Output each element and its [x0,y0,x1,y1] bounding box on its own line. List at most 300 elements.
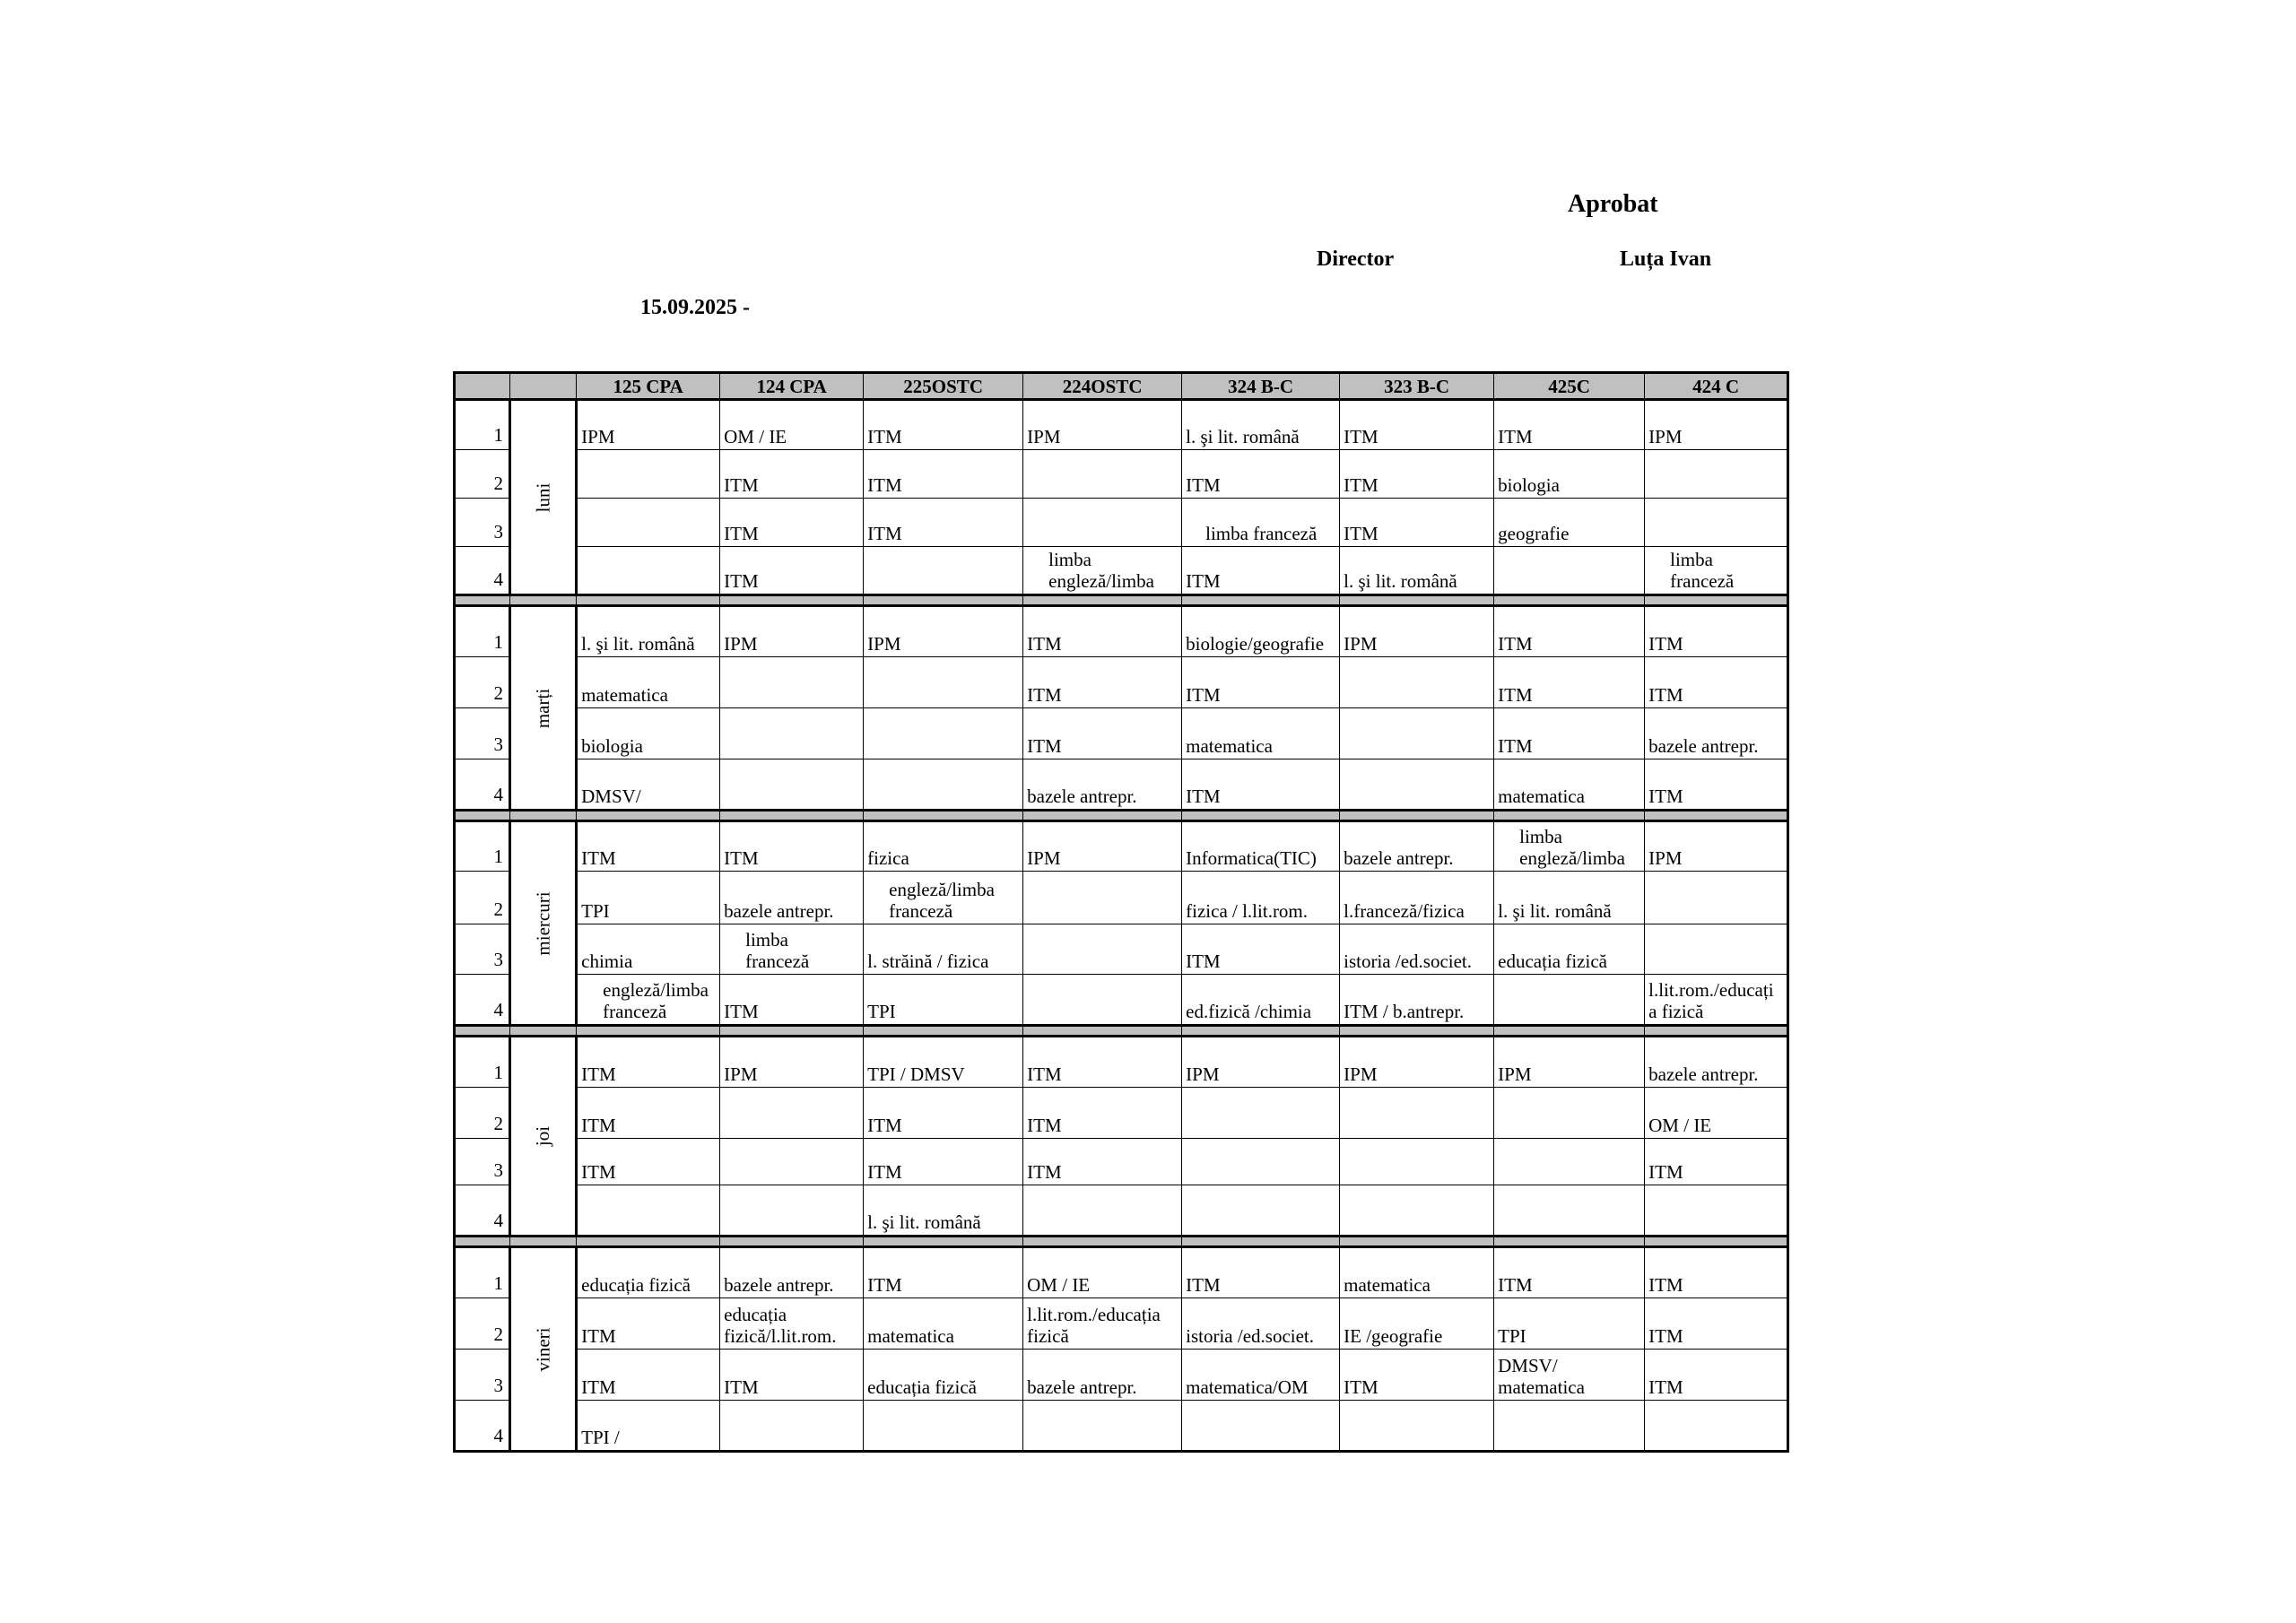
subject-text: ITM [1498,633,1533,655]
subject-text: matematica/OM [1186,1376,1309,1398]
schedule-cell [720,1139,864,1185]
schedule-cell [1645,1401,1788,1452]
schedule-cell [1023,1298,1182,1350]
subject-text: biologie/geografie [1186,633,1325,655]
schedule-cell [1182,657,1340,708]
schedule-cell [1182,975,1340,1026]
subject-text: istoria /ed.societ. [1186,1325,1315,1347]
director-name: Luța Ivan [1620,247,1712,271]
schedule-cell [577,1088,720,1139]
separator-cell [1494,1237,1645,1247]
day-separator [455,811,1788,821]
schedule-cell [1182,400,1340,450]
schedule-cell [1023,1401,1182,1452]
schedule-cell [864,1247,1023,1298]
lesson-number: 3 [455,924,510,975]
column-header: 224OSTC [1023,373,1182,400]
subject-text: OM / IE [724,426,787,447]
schedule-cell [577,975,720,1026]
subject-text: ITM [724,1376,759,1398]
subject-text: engleză/limba franceză [603,979,709,1022]
separator-cell [864,1237,1023,1247]
separator-cell [864,811,1023,821]
schedule-cell [864,499,1023,547]
day-label: marți [532,688,554,728]
day-separator [455,1026,1788,1037]
schedule-cell [1494,1350,1645,1401]
schedule-cell [1023,400,1182,450]
schedule-cell [720,1401,864,1452]
schedule-cell [720,606,864,657]
schedule-cell [1645,1185,1788,1237]
schedule-cell [1645,872,1788,924]
schedule-cell [1182,499,1340,547]
subject-text: IE /geografie [1344,1325,1443,1347]
subject-text: chimia [581,950,633,972]
schedule-cell [577,1185,720,1237]
schedule-cell [1182,759,1340,811]
subject-text: ITM [581,847,616,869]
subject-text: bazele antrepr. [1344,847,1454,869]
separator-cell [455,811,510,821]
schedule-cell [1340,400,1494,450]
separator-cell [510,1026,577,1037]
subject-text: l. străină / fizica [867,950,989,972]
schedule-cell [1182,872,1340,924]
separator-cell [864,1026,1023,1037]
subject-text: educația fizică [1498,950,1607,972]
schedule-cell [1023,924,1182,975]
schedule-cell [720,1037,864,1088]
day-label: luni [532,482,554,512]
schedule-cell [1340,606,1494,657]
schedule-cell [864,708,1023,759]
separator-cell [720,811,864,821]
subject-text: matematica [1344,1274,1431,1296]
schedule-table [453,371,1789,1453]
subject-text: ITM [1648,1161,1683,1183]
separator-cell [1340,811,1494,821]
schedule-row [455,1185,1788,1237]
subject-text: istoria /ed.societ. [1344,950,1473,972]
subject-text: ITM [581,1161,616,1183]
director-label: Director [1317,247,1395,271]
lesson-number: 3 [455,1139,510,1185]
schedule-cell [1645,708,1788,759]
schedule-cell [1645,1298,1788,1350]
schedule-row [455,400,1788,450]
schedule-cell [1494,606,1645,657]
schedule-cell [1494,400,1645,450]
schedule-cell [1340,924,1494,975]
subject-text: ITM [1344,474,1378,496]
schedule-row [455,657,1788,708]
day-label-cell [510,821,577,1026]
column-header: 424 C [1645,373,1788,400]
schedule-row [455,606,1788,657]
schedule-row [455,1088,1788,1139]
schedule-cell [577,1037,720,1088]
subject-text: IPM [867,633,901,655]
subject-text: IPM [1648,426,1683,447]
schedule-cell [1645,1037,1788,1088]
separator-cell [720,1026,864,1037]
subject-text: biologia [581,735,643,757]
subject-text: ITM [1186,1274,1221,1296]
schedule-cell [864,1185,1023,1237]
subject-text: ITM [1344,523,1378,544]
subject-text: TPI [1498,1325,1526,1347]
day-label: vineri [532,1327,554,1371]
schedule-cell [864,547,1023,595]
schedule-cell [1340,1088,1494,1139]
subject-text: limba franceză [745,929,810,972]
schedule-cell [1023,1185,1182,1237]
lesson-number: 1 [455,606,510,657]
lesson-number: 4 [455,1185,510,1237]
schedule-row [455,924,1788,975]
schedule-cell [1494,821,1645,872]
separator-cell [1182,811,1340,821]
subject-text: matematica [867,1325,954,1347]
schedule-cell [577,1401,720,1452]
subject-text: ITM [1027,1063,1062,1085]
subject-text: IPM [1186,1063,1220,1085]
subject-text: limba franceză [1670,549,1735,592]
schedule-row [455,1037,1788,1088]
schedule-cell [1023,1088,1182,1139]
schedule-cell [577,1139,720,1185]
schedule-cell [1182,606,1340,657]
schedule-cell [720,1298,864,1350]
schedule-cell [1494,450,1645,499]
subject-text: ITM [1186,785,1221,807]
schedule-cell [1340,450,1494,499]
subject-text: ITM [1498,735,1533,757]
approval-label: Aprobat [1568,190,1658,218]
schedule-cell [1645,450,1788,499]
schedule-cell [1494,1298,1645,1350]
lesson-number: 2 [455,657,510,708]
schedule-cell [1340,547,1494,595]
subject-text: l.lit.rom./educația fizică [1027,1304,1161,1347]
schedule-cell [1494,975,1645,1026]
lesson-number: 2 [455,450,510,499]
schedule-cell [864,975,1023,1026]
subject-text: ITM [1027,735,1062,757]
separator-cell [720,595,864,606]
schedule-cell [1340,1139,1494,1185]
subject-text: ITM [1186,950,1221,972]
schedule-cell [720,1088,864,1139]
schedule-cell [577,657,720,708]
schedule-cell [720,499,864,547]
subject-text: ITM [867,1115,902,1136]
schedule-cell [577,499,720,547]
schedule-cell [577,450,720,499]
subject-text: fizica [867,847,909,869]
lesson-number: 1 [455,821,510,872]
schedule-row [455,975,1788,1026]
subject-text: OM / IE [1027,1274,1091,1296]
subject-text: l. şi lit. română [581,633,695,655]
schedule-cell [1645,547,1788,595]
subject-text: limba engleză/limba [1519,826,1625,869]
separator-cell [1340,595,1494,606]
schedule-cell [1494,1401,1645,1452]
schedule-cell [720,821,864,872]
subject-text: bazele antrepr. [724,900,834,922]
schedule-cell [1182,1247,1340,1298]
day-separator [455,595,1788,606]
subject-text: l.lit.rom./educați a fizică [1648,979,1774,1022]
separator-cell [1023,1026,1182,1037]
separator-cell [1182,1026,1340,1037]
separator-cell [577,1026,720,1037]
schedule-cell [864,606,1023,657]
schedule-row [455,450,1788,499]
subject-text: bazele antrepr. [1027,1376,1137,1398]
day-label-cell [510,400,577,595]
subject-text: educația fizică [867,1376,977,1398]
separator-cell [577,1237,720,1247]
day-label-cell [510,606,577,811]
schedule-cell [864,759,1023,811]
schedule-cell [864,1139,1023,1185]
schedule-cell [577,1350,720,1401]
subject-text: bazele antrepr. [1027,785,1137,807]
schedule-cell [1645,924,1788,975]
subject-text: l. şi lit. română [1186,426,1300,447]
lesson-number: 4 [455,975,510,1026]
schedule-row [455,1350,1788,1401]
header-row [455,373,1788,400]
schedule-cell [720,450,864,499]
subject-text: ITM [724,1001,759,1022]
schedule-cell [577,708,720,759]
separator-cell [577,811,720,821]
schedule-row [455,547,1788,595]
schedule-cell [1023,547,1182,595]
schedule-row [455,872,1788,924]
subject-text: ITM [1027,1161,1062,1183]
subject-text: DMSV/ matematica [1498,1355,1585,1398]
separator-cell [510,1237,577,1247]
subject-text: ITM [1344,1376,1378,1398]
subject-text: IPM [1027,847,1061,869]
schedule-cell [864,450,1023,499]
schedule-cell [720,1185,864,1237]
schedule-cell [864,1037,1023,1088]
schedule-cell [720,872,864,924]
subject-text: IPM [1344,1063,1378,1085]
subject-text: ITM [1648,633,1683,655]
schedule-cell [1340,499,1494,547]
schedule-cell [577,1298,720,1350]
schedule-cell [1494,759,1645,811]
schedule-cell [1023,1350,1182,1401]
schedule-row [455,708,1788,759]
subject-text: limba engleză/limba [1048,549,1154,592]
schedule-cell [1182,1185,1340,1237]
column-header: 124 CPA [720,373,864,400]
schedule-cell [1494,547,1645,595]
separator-cell [1340,1237,1494,1247]
schedule-cell [720,708,864,759]
subject-text: ITM [1498,684,1533,706]
schedule-cell [1340,1401,1494,1452]
schedule-cell [1182,1139,1340,1185]
subject-text: fizica / l.lit.rom. [1186,900,1309,922]
schedule-cell [864,872,1023,924]
subject-text: ITM [867,1161,902,1183]
separator-cell [1494,1026,1645,1037]
schedule-cell [1494,1088,1645,1139]
schedule-cell [1182,1350,1340,1401]
schedule-cell [1182,547,1340,595]
schedule-cell [577,821,720,872]
subject-text: bazele antrepr. [1648,735,1759,757]
schedule-cell [1340,1247,1494,1298]
subject-text: ITM [1648,1325,1683,1347]
schedule-cell [1645,657,1788,708]
subject-text: IPM [1027,426,1061,447]
lesson-number: 2 [455,872,510,924]
lesson-number: 4 [455,1401,510,1452]
schedule-cell [1182,1298,1340,1350]
subject-text: ITM [724,523,759,544]
separator-cell [864,595,1023,606]
schedule-cell [577,400,720,450]
day-separator [455,1237,1788,1247]
subject-text: ITM [724,570,759,592]
schedule-cell [1494,924,1645,975]
subject-text: l. şi lit. română [867,1211,981,1233]
subject-text: geografie [1498,523,1570,544]
lesson-number: 1 [455,1037,510,1088]
subject-text: bazele antrepr. [1648,1063,1759,1085]
schedule-cell [1023,975,1182,1026]
schedule-cell [720,975,864,1026]
schedule-row [455,821,1788,872]
schedule-cell [1645,400,1788,450]
schedule-row [455,1139,1788,1185]
subject-text: ITM [867,474,902,496]
lesson-number: 2 [455,1088,510,1139]
schedule-cell [1645,1088,1788,1139]
schedule-cell [720,400,864,450]
subject-text: ITM [1186,474,1221,496]
subject-text: engleză/limba franceză [889,879,995,922]
subject-text: l. şi lit. română [1498,900,1612,922]
separator-cell [455,1237,510,1247]
schedule-cell [1340,975,1494,1026]
subject-text: ITM [1027,1115,1062,1136]
subject-text: DMSV/ [581,785,641,807]
separator-cell [1023,811,1182,821]
schedule-cell [1494,657,1645,708]
schedule-cell [1494,872,1645,924]
subject-text: ITM [581,1063,616,1085]
day-label: miercuri [532,890,554,956]
subject-text: IPM [1648,847,1683,869]
separator-cell [510,811,577,821]
column-header: 425C [1494,373,1645,400]
schedule-cell [1340,872,1494,924]
schedule-cell [1023,657,1182,708]
subject-text: ITM [1498,426,1533,447]
subject-text: ITM [1498,1274,1533,1296]
subject-text: ITM [1027,633,1062,655]
day-label: joi [532,1125,554,1147]
schedule-cell [1340,1037,1494,1088]
subject-text: ed.fizică /chimia [1186,1001,1312,1022]
subject-text: ITM [1344,426,1378,447]
schedule-cell [1494,1139,1645,1185]
schedule-row [455,499,1788,547]
subject-text: IPM [724,633,758,655]
schedule-cell [1023,1139,1182,1185]
subject-text: bazele antrepr. [724,1274,834,1296]
schedule-cell [864,924,1023,975]
schedule-date: 15.09.2025 - [640,296,750,319]
lesson-number: 3 [455,708,510,759]
subject-text: matematica [1186,735,1273,757]
schedule-cell [1340,759,1494,811]
schedule-cell [864,1088,1023,1139]
lesson-number: 4 [455,547,510,595]
schedule-cell [1340,1350,1494,1401]
schedule-cell [720,1247,864,1298]
schedule-cell [577,924,720,975]
schedule-cell [577,1247,720,1298]
separator-cell [1645,811,1788,821]
day-label-cell [510,1037,577,1237]
schedule-cell [1340,1298,1494,1350]
subject-text: matematica [581,684,668,706]
schedule-cell [1182,924,1340,975]
schedule-cell [1340,1185,1494,1237]
separator-cell [1645,1237,1788,1247]
subject-text: IPM [581,426,615,447]
separator-cell [1340,1026,1494,1037]
schedule-cell [1645,821,1788,872]
schedule-cell [577,547,720,595]
schedule-cell [1645,975,1788,1026]
subject-text: ITM [1648,1274,1683,1296]
separator-cell [1494,595,1645,606]
separator-cell [1182,595,1340,606]
subject-text: ITM [581,1376,616,1398]
schedule-cell [1023,759,1182,811]
schedule-cell [577,872,720,924]
subject-text: limba franceză [1205,523,1318,544]
subject-text: Informatica(TIC) [1186,847,1317,869]
schedule-cell [1023,821,1182,872]
subject-text: educația fizică/l.lit.rom. [724,1304,837,1347]
subject-text: OM / IE [1648,1115,1712,1136]
subject-text: ITM [1648,1376,1683,1398]
schedule-cell [1645,1247,1788,1298]
schedule-cell [1645,1350,1788,1401]
schedule-cell [1182,1037,1340,1088]
column-header: 324 B-C [1182,373,1340,400]
schedule-row [455,1298,1788,1350]
schedule-cell [1182,1401,1340,1452]
header-blank [455,373,510,400]
schedule-cell [1494,708,1645,759]
schedule-cell [720,657,864,708]
